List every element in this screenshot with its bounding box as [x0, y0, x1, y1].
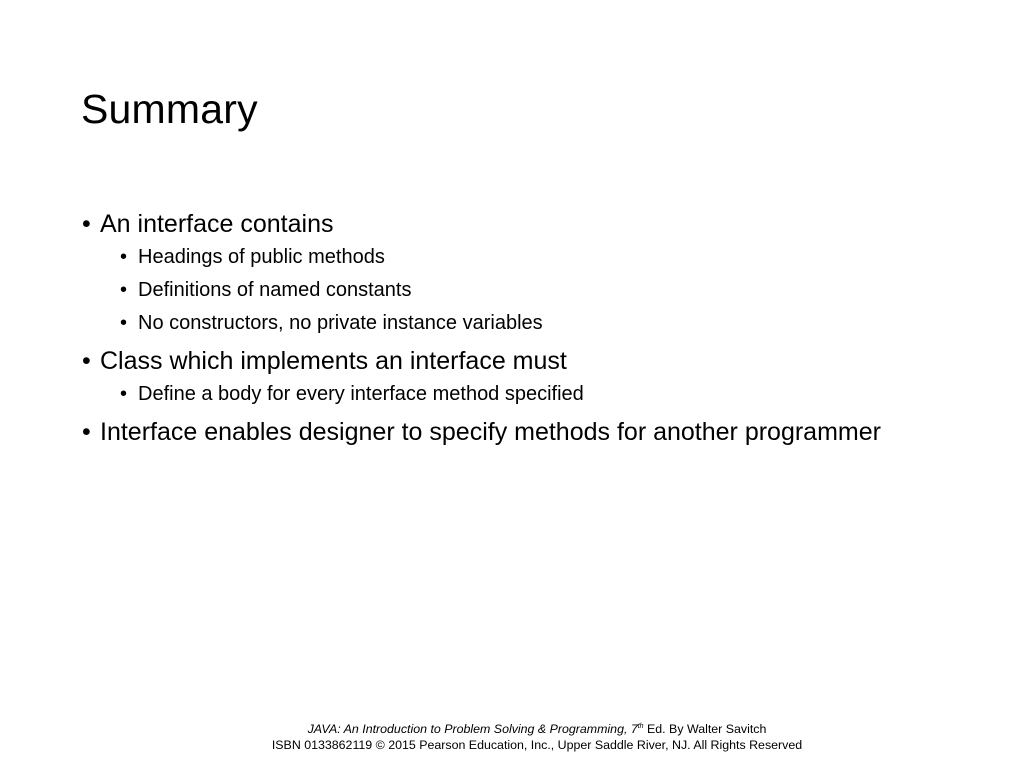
bullet-dot-icon: • — [120, 246, 128, 268]
sub-bullet-item — [120, 244, 882, 271]
sub-bullet-text: Define a body for every interface method specified — [138, 383, 584, 405]
slide-title: Summary — [81, 86, 258, 132]
bullet-dot-icon: • — [82, 418, 91, 446]
bullet-list — [82, 208, 882, 449]
bullet-item — [82, 416, 882, 449]
sub-bullet-item — [120, 277, 882, 304]
footer-edition-sup: th — [637, 722, 644, 730]
footer-edition-rest: Ed. By Walter Savitch — [643, 722, 767, 736]
bullet-dot-icon: • — [120, 279, 128, 301]
sub-bullet-item — [120, 310, 882, 337]
sub-bullet-text: No constructors, no private instance variables — [138, 312, 543, 334]
footer-copyright: ISBN 0133862119 © 2015 Pearson Education, Inc., Upper Saddle River, NJ. All Rights Reserved — [271, 738, 803, 752]
bullet-dot-icon: • — [120, 383, 128, 405]
sub-bullet-item — [120, 381, 882, 408]
footer-book-line — [0, 721, 1024, 737]
bullet-item — [82, 208, 882, 241]
bullet-dot-icon: • — [120, 312, 128, 334]
sub-bullet-text: Definitions of named constants — [138, 279, 412, 301]
bullet-text: Class which implements an interface must — [100, 347, 567, 375]
footer-book-title: JAVA: An Introduction to Problem Solving & Programming, 7 — [307, 722, 638, 736]
bullet-dot-icon: • — [82, 210, 91, 238]
bullet-text: Interface enables designer to specify methods for another programmer — [100, 418, 881, 446]
bullet-text: An interface contains — [100, 210, 334, 238]
slide-footer — [0, 721, 1024, 753]
sub-bullet-text: Headings of public methods — [138, 246, 385, 268]
bullet-dot-icon: • — [82, 347, 91, 375]
bullet-item — [82, 345, 882, 378]
